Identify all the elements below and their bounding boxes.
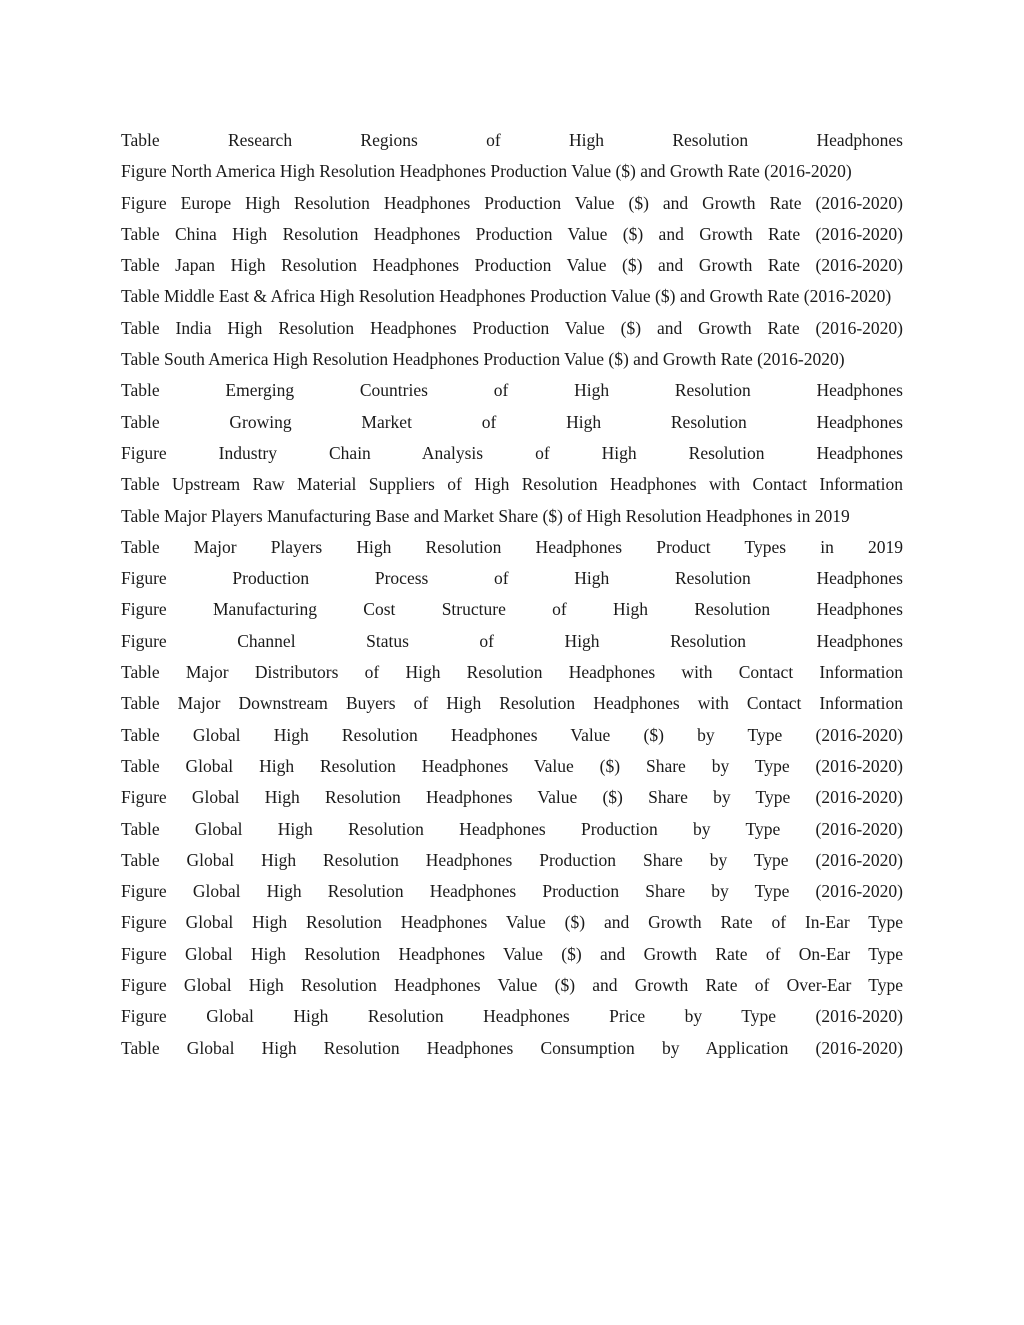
- list-item: Figure Europe High Resolution Headphones Production Value ($) and Growth Rate (2016-2020): [121, 192, 903, 213]
- list-item: Table Research Regions of High Resolution Headphones: [121, 130, 903, 150]
- list-item: Figure Global High Resolution Headphones Price by Type (2016-2020): [121, 1006, 903, 1027]
- list-item: Table Growing Market of High Resolution Headphones: [121, 411, 903, 432]
- list-item: Table Major Downstream Buyers of High Resolution Headphones with Contact Information: [121, 693, 903, 714]
- list-item: Table South America High Resolution Headphones Production Value ($) and Growth Rate (2016-2020): [121, 349, 845, 370]
- list-item: Table Major Players Manufacturing Base and Market Share ($) of High Resolution Headphones in 2019: [121, 505, 850, 526]
- list-item: Figure Global High Resolution Headphones Value ($) Share by Type (2016-2020): [121, 787, 903, 808]
- list-item: Figure Global High Resolution Headphones Production Share by Type (2016-2020): [121, 881, 903, 902]
- list-item: Table Major Distributors of High Resolution Headphones with Contact Information: [121, 662, 903, 683]
- list-item: Figure North America High Resolution Headphones Production Value ($) and Growth Rate (2016-2020): [121, 161, 852, 182]
- list-item: Table Upstream Raw Material Suppliers of High Resolution Headphones with Contact Information: [121, 474, 903, 495]
- list-item: Figure Manufacturing Cost Structure of High Resolution Headphones: [121, 599, 903, 620]
- table-of-figures-list: [121, 125, 903, 1064]
- list-item: Table India High Resolution Headphones Production Value ($) and Growth Rate (2016-2020): [121, 317, 903, 338]
- list-item: Table Major Players High Resolution Headphones Product Types in 2019: [121, 536, 903, 557]
- list-item: Figure Production Process of High Resolution Headphones: [121, 568, 903, 589]
- list-item: Table Middle East & Africa High Resolution Headphones Production Value ($) and Growth Rate (2016-2020): [121, 286, 892, 307]
- list-item: Figure Industry Chain Analysis of High Resolution Headphones: [121, 442, 903, 463]
- list-item: Figure Global High Resolution Headphones Value ($) and Growth Rate of In-Ear Type: [121, 912, 903, 933]
- list-item: Table Global High Resolution Headphones Value ($) Share by Type (2016-2020): [121, 755, 903, 776]
- list-item: Table China High Resolution Headphones Production Value ($) and Growth Rate (2016-2020): [121, 223, 903, 244]
- list-item: Table Global High Resolution Headphones Production by Type (2016-2020): [121, 818, 903, 839]
- list-item: Table Global High Resolution Headphones Value ($) by Type (2016-2020): [121, 724, 903, 745]
- list-item: Table Global High Resolution Headphones Consumption by Application (2016-2020): [121, 1037, 903, 1058]
- list-item: Table Global High Resolution Headphones Production Share by Type (2016-2020): [121, 849, 903, 870]
- list-item: Figure Channel Status of High Resolution Headphones: [121, 630, 903, 651]
- list-item: Figure Global High Resolution Headphones Value ($) and Growth Rate of Over-Ear Type: [121, 975, 903, 996]
- list-item: Figure Global High Resolution Headphones Value ($) and Growth Rate of On-Ear Type: [121, 943, 903, 964]
- list-item: Table Japan High Resolution Headphones Production Value ($) and Growth Rate (2016-2020): [121, 255, 903, 276]
- list-item: Table Emerging Countries of High Resolution Headphones: [121, 380, 903, 401]
